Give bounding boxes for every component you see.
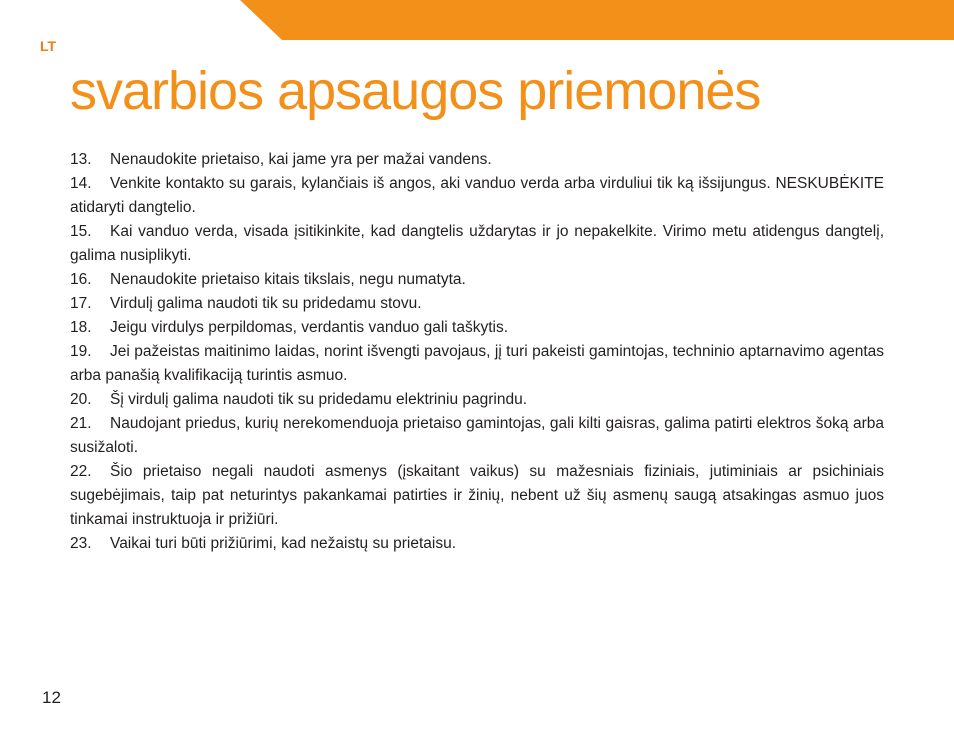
item-text: Kai vanduo verda, visada įsitikinkite, kad dangtelis uždarytas ir jo nepakelkite. Virimo metu atidengus dangtelį, galima nusiplikyti. [70, 223, 884, 264]
list-item [70, 292, 884, 316]
item-number: 17. [70, 295, 92, 312]
item-number: 19. [70, 343, 92, 360]
item-number: 13. [70, 151, 92, 168]
item-number: 16. [70, 271, 92, 288]
list-item [70, 532, 884, 556]
item-number: 21. [70, 415, 92, 432]
instruction-list [70, 148, 884, 556]
item-number: 14. [70, 175, 92, 192]
list-item [70, 148, 884, 172]
item-number: 18. [70, 319, 92, 336]
item-text: Jeigu virdulys perpildomas, verdantis vanduo gali taškytis. [110, 319, 509, 336]
list-item [70, 340, 884, 388]
item-text: Jei pažeistas maitinimo laidas, norint išvengti pavojaus, jį turi pakeisti gamintojas, techninio aptarnavimo agentas arba panašią kvalifikaciją turintis asmuo. [70, 343, 884, 384]
language-code: LT [40, 38, 57, 54]
item-number: 22. [70, 463, 92, 480]
list-item [70, 220, 884, 268]
list-item [70, 316, 884, 340]
list-item [70, 460, 884, 532]
header-accent-band [240, 0, 954, 40]
page-number: 12 [42, 688, 61, 707]
list-item [70, 268, 884, 292]
item-text: Nenaudokite prietaiso kitais tikslais, negu numatyta. [110, 271, 466, 288]
item-text: Venkite kontakto su garais, kylančiais iš angos, aki vanduo verda arba virduliui tik ką išsijungus. NESKUBĖKITE atidaryti dangtelio. [70, 175, 884, 216]
item-text: Nenaudokite prietaiso, kai jame yra per mažai vandens. [110, 151, 492, 168]
list-item [70, 172, 884, 220]
item-text: Vaikai turi būti prižiūrimi, kad nežaistų su prietaisu. [110, 535, 457, 552]
page-title: svarbios apsaugos priemonės [70, 61, 761, 121]
item-number: 20. [70, 391, 92, 408]
item-text: Šį virdulį galima naudoti tik su pridedamu elektriniu pagrindu. [110, 391, 528, 408]
item-number: 15. [70, 223, 92, 240]
list-item [70, 388, 884, 412]
item-number: 23. [70, 535, 92, 552]
item-text: Virdulį galima naudoti tik su pridedamu stovu. [110, 295, 422, 312]
item-text: Naudojant priedus, kurių nerekomenduoja prietaiso gamintojas, gali kilti gaisras, galima patirti elektros šoką arba susižaloti. [70, 415, 884, 456]
list-item [70, 412, 884, 460]
item-text: Šio prietaiso negali naudoti asmenys (įskaitant vaikus) su mažesniais fiziniais, jutiminiais ar psichiniais sugebėjimais, taip pat neturintys pakankamai patirties ir žinių, nebent už šių asmenų saugą atsakingas asmuo juos tinkamai instruktuoja ir prižiūri. [70, 463, 884, 528]
